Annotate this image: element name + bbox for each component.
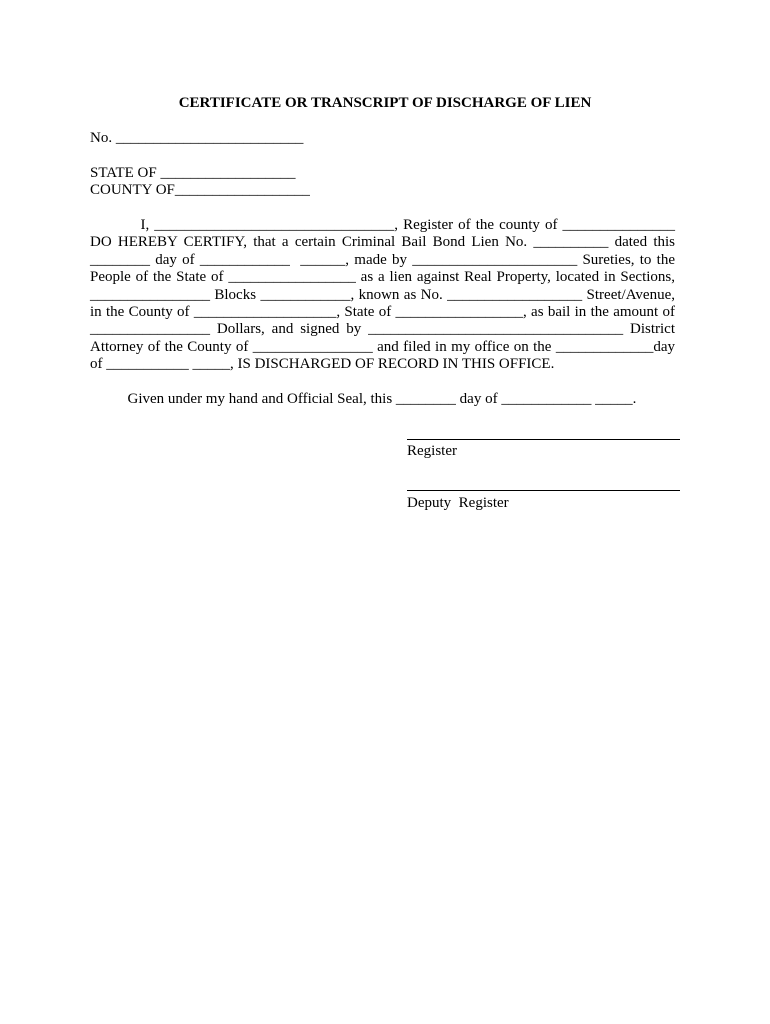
certificate-body-line-2: DO HEREBY CERTIFY, that a certain Criminal Bail Bond Lien No. __________ dated this [90, 234, 675, 250]
deputy-register-signature-label: Deputy Register [407, 495, 509, 511]
certificate-body-line-1: I, ________________________________, Register of the county of _______________ [90, 217, 675, 233]
state-line: STATE OF __________________ [90, 165, 296, 181]
certificate-body-line-5: ________________ Blocks ____________, known as No. __________________ Street/Avenue, [90, 287, 675, 303]
certificate-body-line-3: ________ day of ____________ ______, made by ______________________ Sureties, to the [90, 252, 675, 268]
county-line: COUNTY OF__________________ [90, 182, 310, 198]
certificate-body-line-6: in the County of ___________________, State of _________________, as bail in the amount of [90, 304, 675, 320]
certificate-body-line-8: Attorney of the County of ________________ and filed in my office on the _____________day [90, 339, 675, 355]
register-signature-line [407, 439, 680, 440]
document-title: CERTIFICATE OR TRANSCRIPT OF DISCHARGE OF LIEN [178, 95, 592, 111]
certificate-body-line-7: ________________ Dollars, and signed by __________________________________ District [90, 321, 675, 337]
certificate-body-line-9: of ___________ _____, IS DISCHARGED OF RECORD IN THIS OFFICE. [90, 356, 555, 372]
given-under-hand-line: Given under my hand and Official Seal, this ________ day of ____________ _____. [90, 391, 637, 407]
deputy-register-signature-line [407, 490, 680, 491]
register-signature-label: Register [407, 443, 457, 459]
certificate-body-line-4: People of the State of _________________ as a lien against Real Property, located in Sections, [90, 269, 675, 285]
certificate-number-line: No. _________________________ [90, 130, 304, 146]
